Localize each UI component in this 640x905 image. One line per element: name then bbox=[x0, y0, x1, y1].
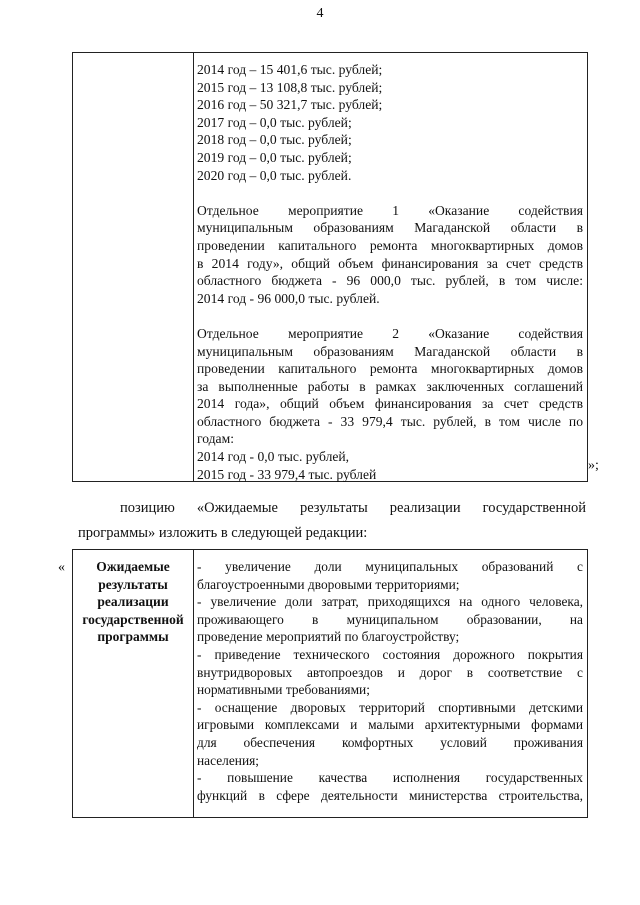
results-label bbox=[73, 558, 193, 646]
result-line: благоустроенными дворовыми территориями; bbox=[197, 576, 460, 592]
measure2-line: муниципальным образованиям Магаданской области в bbox=[197, 343, 583, 359]
column-divider bbox=[193, 550, 194, 817]
year-line: 2019 год – 0,0 тыс. рублей; bbox=[197, 149, 352, 165]
label-line: реализации bbox=[97, 594, 169, 610]
result-line: внутридворовых автопроездов и дорог в соответствие с bbox=[197, 664, 583, 680]
year-line: 2018 год – 0,0 тыс. рублей; bbox=[197, 132, 352, 148]
result-line: игровыми комплексами и малыми архитектурными формами bbox=[197, 717, 583, 733]
label-line: результаты bbox=[98, 576, 168, 592]
results-table bbox=[72, 549, 588, 818]
result-line: проживающего в муниципальном образовании, на bbox=[197, 611, 583, 627]
measure2-line: 2014 год - 0,0 тыс. рублей, bbox=[197, 449, 350, 465]
label-line: программы bbox=[97, 629, 169, 645]
page-number: 4 bbox=[316, 6, 324, 21]
label-line: Ожидаемые bbox=[96, 559, 170, 574]
column-divider bbox=[193, 53, 194, 481]
measure2-line: 2015 год - 33 979,4 тыс. рублей bbox=[197, 466, 377, 482]
year-line: 2015 год – 13 108,8 тыс. рублей; bbox=[197, 79, 383, 95]
result-line: нормативными требованиями; bbox=[197, 682, 370, 698]
result-line: функций в сфере деятельности министерства строительства, bbox=[197, 787, 583, 803]
year-line: 2017 год – 0,0 тыс. рублей; bbox=[197, 114, 352, 130]
measure2-line: областного бюджета - 33 979,4 тыс. рублей, в том числе по bbox=[197, 413, 583, 429]
result-line: - повышение качества исполнения государственных bbox=[197, 770, 583, 786]
result-line: - увеличение доли муниципальных образований с bbox=[197, 559, 583, 574]
result-line: - оснащение дворовых территорий спортивными детскими bbox=[197, 699, 583, 715]
measure1-line: проведении капитального ремонта многоквартирных домов bbox=[197, 237, 583, 253]
funding-table bbox=[72, 52, 588, 482]
result-line: - увеличение доли затрат, приходящихся на одного человека, bbox=[197, 594, 583, 610]
funding-cell bbox=[197, 61, 583, 483]
measure2-line: Отдельное мероприятие 2 «Оказание содействия bbox=[197, 325, 583, 341]
label-line: государственной bbox=[82, 611, 184, 627]
result-line: - приведение технического состояния дорожного покрытия bbox=[197, 646, 583, 662]
opening-quote: « bbox=[58, 560, 65, 575]
result-line: проведение мероприятий по благоустройству; bbox=[197, 629, 460, 645]
measure2-line: 2014 года», общий объем финансирования за счет средств bbox=[197, 396, 583, 412]
year-line: 2020 год – 0,0 тыс. рублей. bbox=[197, 167, 352, 183]
result-line: населения; bbox=[197, 752, 259, 768]
measure2-line: за выполненные работы в рамках заключенных соглашений bbox=[197, 378, 583, 394]
year-line: 2016 год – 50 321,7 тыс. рублей; bbox=[197, 97, 383, 113]
instruction-line-2: программы» изложить в следующей редакции: bbox=[78, 525, 368, 541]
measure1-line: Отдельное мероприятие 1 «Оказание содействия bbox=[197, 202, 583, 218]
instruction-line-1: позицию «Ожидаемые результаты реализации государственной bbox=[120, 500, 586, 516]
measure2-line: проведении капитального ремонта многоквартирных домов bbox=[197, 361, 583, 377]
measure2-line: годам: bbox=[197, 431, 234, 447]
measure1-line: муниципальным образованиям Магаданской области в bbox=[197, 220, 583, 236]
measure1-line: 2014 год - 96 000,0 тыс. рублей. bbox=[197, 290, 380, 306]
measure1-line: областного бюджета - 96 000,0 тыс. рублей, в том числе: bbox=[197, 273, 583, 289]
closing-quote: »; bbox=[588, 458, 599, 473]
results-cell bbox=[197, 558, 583, 804]
result-line: для обеспечения комфортных условий проживания bbox=[197, 734, 583, 750]
year-line: 2014 год – 15 401,6 тыс. рублей; bbox=[197, 62, 383, 77]
measure1-line: в 2014 году», общий объем финансирования за счет средств bbox=[197, 255, 583, 271]
